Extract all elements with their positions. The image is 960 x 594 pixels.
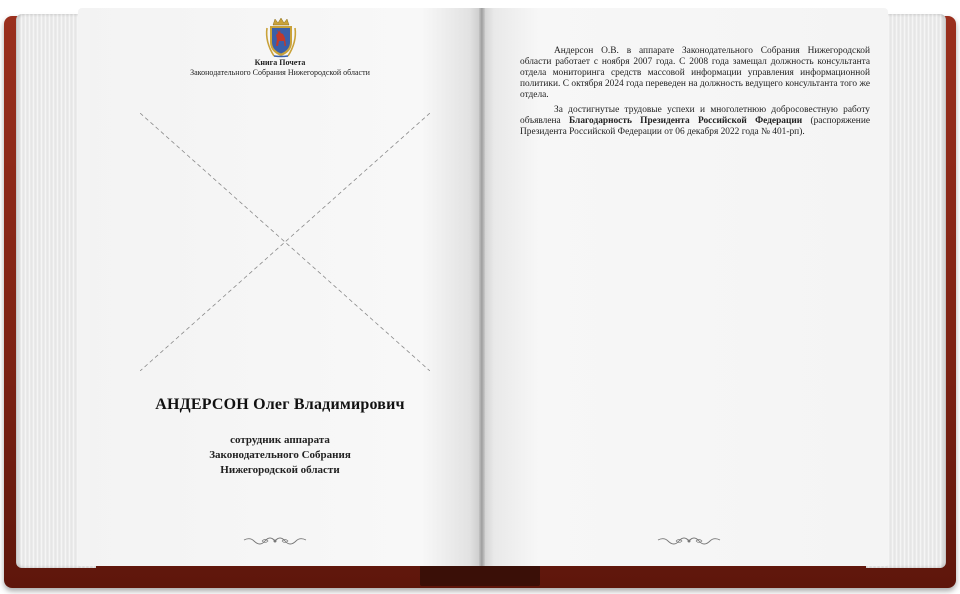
book-title-block — [78, 58, 482, 78]
ornament-icon — [654, 534, 724, 548]
book-gutter — [479, 8, 485, 566]
bio-paragraph — [520, 105, 870, 138]
person-name: АНДЕРСОН Олег Владимирович — [155, 396, 405, 413]
bio-paragraph: Андерсон О.В. в аппарате Законодательного Собрания Нижегородской области работает с ноября 2007 года. С 2008 года замещал должность консультанта отдела мониторинга средств массовой информации управления информационной политики. С октября 2024 года переведен на должность ведущего консультанта того же отдела. — [520, 46, 870, 100]
person-role — [78, 433, 482, 478]
role-line: сотрудник аппарата — [230, 434, 330, 446]
biography-text — [520, 46, 870, 142]
bio-text: За достигнутые трудовые успехи и многолетнюю добросовестную работу объявлена — [520, 105, 870, 126]
photo-placeholder — [140, 113, 430, 371]
left-page — [78, 8, 482, 566]
book-title: Книга Почета — [254, 58, 306, 67]
ornament-icon — [240, 534, 310, 548]
award-name: Благодарность Президента Российской Федерации — [568, 116, 803, 126]
right-page — [482, 8, 888, 566]
book-subtitle: Законодательного Собрания Нижегородской области — [190, 68, 370, 77]
role-line: Нижегородской области — [220, 464, 340, 476]
coat-of-arms-icon — [264, 16, 298, 58]
bio-text: (распоряжение Президента Российской Федерации от 06 декабря 2022 года № 401-рп). — [520, 116, 870, 137]
role-line: Законодательного Собрания — [209, 449, 351, 461]
